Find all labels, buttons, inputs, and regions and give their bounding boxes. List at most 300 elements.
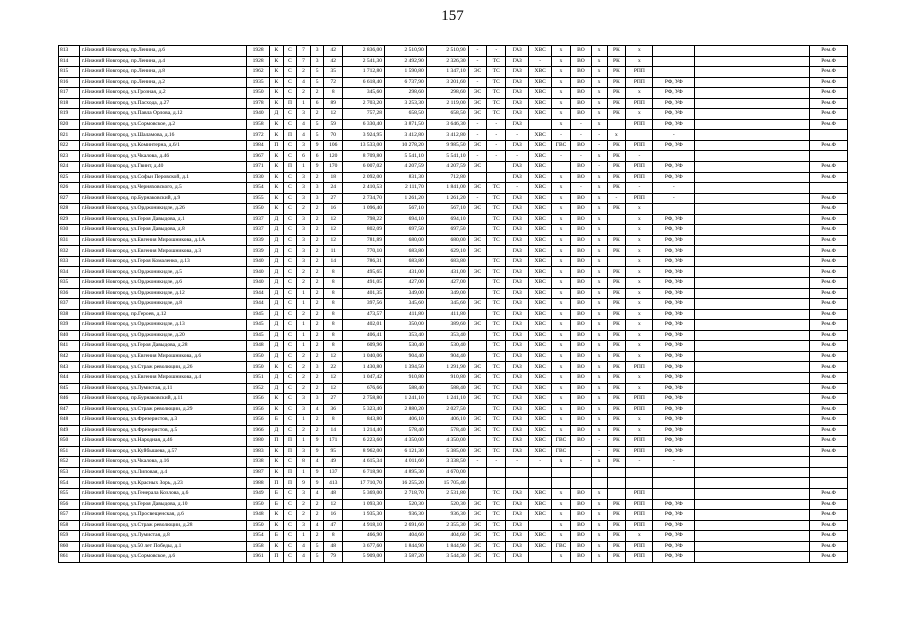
table-cell: х xyxy=(591,109,607,120)
table-cell: 936,30 xyxy=(426,510,468,521)
table-cell: 3 xyxy=(297,488,311,499)
table-cell: Рем.Ф xyxy=(810,552,848,563)
table-cell: х xyxy=(591,172,607,183)
row-number-cell: 816 xyxy=(59,77,80,88)
table-cell: ГАЗ xyxy=(506,246,529,257)
table-cell: РФ, УФ xyxy=(653,341,695,352)
table-cell: Б xyxy=(270,415,284,426)
table-cell: С xyxy=(283,309,297,320)
table-cell: 397,56 xyxy=(343,299,385,310)
table-row xyxy=(59,467,848,478)
address-cell: г.Нижний Новгород, ул.Гвинт, д.40 xyxy=(79,162,246,173)
row-number-cell: 814 xyxy=(59,56,80,67)
table-cell xyxy=(695,541,810,552)
table-cell: 3 xyxy=(297,172,311,183)
table-cell: - xyxy=(653,457,695,468)
table-cell xyxy=(695,130,810,141)
table-cell: ЭС xyxy=(468,109,487,120)
table-cell: ХВС xyxy=(529,77,552,88)
table-cell: 2 703,20 xyxy=(343,98,385,109)
table-cell: 42 xyxy=(324,46,343,57)
table-row xyxy=(59,425,848,436)
table-cell: РК xyxy=(607,172,626,183)
table-cell: 298,60 xyxy=(426,88,468,99)
table-cell: С xyxy=(283,520,297,531)
table-cell: 1940 xyxy=(247,278,270,289)
table-cell: ХВС xyxy=(529,140,552,151)
table-cell: 9 xyxy=(310,478,324,489)
table-cell: - xyxy=(653,183,695,194)
table-cell: 1 261,20 xyxy=(384,193,426,204)
table-cell xyxy=(468,341,487,352)
table-cell: ЭС xyxy=(468,204,487,215)
table-cell xyxy=(626,130,653,141)
table-cell: С xyxy=(283,415,297,426)
table-cell: - xyxy=(468,119,487,130)
table-cell xyxy=(695,425,810,436)
table-cell: х xyxy=(552,499,571,510)
table-cell: РПП xyxy=(626,404,653,415)
table-cell: РК xyxy=(607,151,626,162)
table-cell: 1984 xyxy=(247,140,270,151)
table-cell: 3 xyxy=(297,140,311,151)
table-cell: ЭС xyxy=(468,541,487,552)
table-cell: 2 xyxy=(310,288,324,299)
row-number-cell: 852 xyxy=(59,457,80,468)
table-cell: ТС xyxy=(487,499,506,510)
table-cell: РФ, УФ xyxy=(653,225,695,236)
table-cell xyxy=(529,119,552,130)
table-cell: РПП xyxy=(626,119,653,130)
table-cell: ВО xyxy=(570,531,591,542)
table-cell: РПП xyxy=(626,510,653,521)
table-cell: 4 207,59 xyxy=(426,162,468,173)
table-cell: х xyxy=(591,330,607,341)
table-cell: 345,60 xyxy=(384,299,426,310)
table-cell: Рем.Ф xyxy=(810,531,848,542)
table-cell: - xyxy=(468,193,487,204)
table-cell: ХВС xyxy=(529,130,552,141)
table-cell: 1945 xyxy=(247,320,270,331)
table-cell: 413 xyxy=(324,478,343,489)
table-cell: х xyxy=(626,415,653,426)
table-cell: 2 xyxy=(297,204,311,215)
table-cell xyxy=(591,467,607,478)
table-cell: - xyxy=(626,151,653,162)
table-cell: ХВС xyxy=(529,488,552,499)
table-cell xyxy=(695,488,810,499)
row-number-cell: 838 xyxy=(59,309,80,320)
table-cell xyxy=(468,351,487,362)
table-cell: 5 909,00 xyxy=(343,552,385,563)
table-cell: ТС xyxy=(487,256,506,267)
row-number-cell: 844 xyxy=(59,372,80,383)
table-cell xyxy=(607,488,626,499)
table-cell: ГАЗ xyxy=(506,541,529,552)
table-row xyxy=(59,510,848,521)
table-cell: 2 718,70 xyxy=(384,488,426,499)
table-cell: ГАЗ xyxy=(506,162,529,173)
table-cell: ЭС xyxy=(468,67,487,78)
row-number-cell: 832 xyxy=(59,246,80,257)
table-row xyxy=(59,246,848,257)
table-cell: 6 330,40 xyxy=(343,119,385,130)
table-cell: 1 347,10 xyxy=(426,67,468,78)
table-cell: С xyxy=(283,425,297,436)
table-cell: ГАЗ xyxy=(506,351,529,362)
table-cell: Рем.Ф xyxy=(810,109,848,120)
table-cell: ХВС xyxy=(529,151,552,162)
table-cell: ХВС xyxy=(529,531,552,542)
row-number-cell: 834 xyxy=(59,267,80,278)
table-cell: 609,96 xyxy=(343,341,385,352)
table-cell: ВО xyxy=(570,404,591,415)
table-cell: ТС xyxy=(487,372,506,383)
table-cell: 2 510,90 xyxy=(426,46,468,57)
table-cell: ГАЗ xyxy=(506,288,529,299)
table-cell: 4 615,34 xyxy=(343,457,385,468)
table-cell xyxy=(468,467,487,478)
table-cell: х xyxy=(552,531,571,542)
table-cell: ТС xyxy=(487,394,506,405)
table-cell: ХВС xyxy=(529,193,552,204)
row-number-cell: 836 xyxy=(59,288,80,299)
table-cell: 10 278,20 xyxy=(384,140,426,151)
table-cell: 4 xyxy=(297,130,311,141)
table-cell: 49 xyxy=(324,457,343,468)
address-cell: г.Нижний Новгород, ул.Орджоникидзе, д.13 xyxy=(79,320,246,331)
table-cell: Рем.Ф xyxy=(810,436,848,447)
table-cell: 2 xyxy=(297,499,311,510)
table-cell: Д xyxy=(270,246,284,257)
table-cell: 1951 xyxy=(247,372,270,383)
table-cell: РК xyxy=(607,351,626,362)
table-cell: РК xyxy=(607,278,626,289)
table-cell: 1 241,10 xyxy=(384,394,426,405)
table-cell: х xyxy=(552,552,571,563)
table-cell: х xyxy=(591,309,607,320)
table-cell: 936,30 xyxy=(384,510,426,521)
address-cell: г.Нижний Новгород, пр.Героев, д.12 xyxy=(79,309,246,320)
table-cell: 520,30 xyxy=(384,499,426,510)
table-cell: ХВС xyxy=(529,98,552,109)
row-number-cell: 826 xyxy=(59,183,80,194)
table-cell xyxy=(810,151,848,162)
table-cell: Д xyxy=(270,351,284,362)
table-cell: С xyxy=(283,246,297,257)
table-cell: - xyxy=(506,457,529,468)
table-cell: 2 xyxy=(297,372,311,383)
table-cell: ЭС xyxy=(468,394,487,405)
table-cell: 1 841,00 xyxy=(426,183,468,194)
table-cell xyxy=(552,162,571,173)
table-row xyxy=(59,278,848,289)
table-cell: 588,40 xyxy=(384,383,426,394)
table-cell: х xyxy=(552,98,571,109)
table-cell: 1 xyxy=(297,415,311,426)
table-cell: 404,60 xyxy=(384,531,426,542)
table-cell: 910,80 xyxy=(384,372,426,383)
table-cell: 15 705,40 xyxy=(426,478,468,489)
table-cell: 9 xyxy=(310,446,324,457)
table-cell xyxy=(695,246,810,257)
table-cell xyxy=(468,330,487,341)
table-cell: 2 xyxy=(297,510,311,521)
table-cell: 47 xyxy=(324,520,343,531)
table-cell: 18 xyxy=(324,172,343,183)
table-cell: 1 291,90 xyxy=(426,362,468,373)
table-cell: 2 119,00 xyxy=(426,98,468,109)
table-row xyxy=(59,119,848,130)
table-cell: ГАЗ xyxy=(506,436,529,447)
table-cell xyxy=(468,478,487,489)
table-cell: х xyxy=(591,98,607,109)
table-cell: 3 xyxy=(297,256,311,267)
table-cell xyxy=(653,56,695,67)
table-cell: - xyxy=(468,46,487,57)
table-cell: 345,60 xyxy=(426,299,468,310)
table-cell: 1 712,80 xyxy=(343,67,385,78)
table-cell: Д xyxy=(270,341,284,352)
table-cell: ТС xyxy=(487,531,506,542)
address-cell: г.Нижний Новгород, пр.Бурнаковский, д.9 xyxy=(79,193,246,204)
table-cell: РК xyxy=(607,330,626,341)
table-cell: ХВС xyxy=(529,330,552,341)
table-cell: ГАЗ xyxy=(506,109,529,120)
table-cell: 2 xyxy=(310,341,324,352)
table-cell: Рем.Ф xyxy=(810,299,848,310)
table-cell: С xyxy=(283,362,297,373)
table-cell: Рем.Ф xyxy=(810,267,848,278)
table-cell: С xyxy=(283,140,297,151)
table-cell: 411,80 xyxy=(426,309,468,320)
table-cell: 9 xyxy=(297,478,311,489)
table-cell: х xyxy=(552,351,571,362)
table-cell: Д xyxy=(270,267,284,278)
address-cell: г.Нижний Новгород, пр.Бурнаковский, д.11 xyxy=(79,394,246,405)
table-cell: ХВС xyxy=(529,436,552,447)
table-cell: ТС xyxy=(487,214,506,225)
table-cell: 1 xyxy=(297,98,311,109)
table-cell: ХВС xyxy=(529,372,552,383)
table-cell: х xyxy=(591,541,607,552)
table-cell: 567,10 xyxy=(426,204,468,215)
table-cell: С xyxy=(283,288,297,299)
table-cell: 904,40 xyxy=(426,351,468,362)
table-cell: Рем.Ф xyxy=(810,46,848,57)
table-cell: 1 394,50 xyxy=(384,362,426,373)
table-cell: ХВС xyxy=(529,225,552,236)
table-cell: х xyxy=(607,130,626,141)
table-cell: Рем.Ф xyxy=(810,67,848,78)
table-cell: - xyxy=(487,457,506,468)
table-cell: х xyxy=(552,56,571,67)
address-cell: г.Нижний Новгород, ул.Лумистая, д.8 xyxy=(79,531,246,542)
table-cell: С xyxy=(283,267,297,278)
table-cell: х xyxy=(591,204,607,215)
table-cell: 910,80 xyxy=(426,372,468,383)
table-cell: ГАЗ xyxy=(506,531,529,542)
table-cell: 3 xyxy=(297,183,311,194)
table-cell: ВО xyxy=(570,320,591,331)
table-cell: 2 xyxy=(310,299,324,310)
table-cell: С xyxy=(283,88,297,99)
table-cell: 6 737,90 xyxy=(384,77,426,88)
table-cell: Д xyxy=(270,425,284,436)
table-cell: С xyxy=(283,552,297,563)
address-cell: г.Нижний Новгород, ул.Евгения Мирошникова, д.1А xyxy=(79,235,246,246)
table-cell: 1 093,30 xyxy=(343,499,385,510)
table-cell: 1945 xyxy=(247,309,270,320)
table-cell: 1966 xyxy=(247,425,270,436)
table-cell: С xyxy=(283,77,297,88)
table-cell: - xyxy=(506,151,529,162)
table-cell: РК xyxy=(607,109,626,120)
row-number-cell: 837 xyxy=(59,299,80,310)
table-cell: РК xyxy=(607,140,626,151)
table-cell: х xyxy=(591,299,607,310)
table-cell: ЭС xyxy=(468,299,487,310)
table-cell: 12 xyxy=(324,235,343,246)
table-cell xyxy=(695,67,810,78)
table-cell: 1 844,90 xyxy=(426,541,468,552)
table-cell: Рем.Ф xyxy=(810,330,848,341)
table-cell: РПП xyxy=(626,140,653,151)
table-cell: 137 xyxy=(324,467,343,478)
table-cell: РК xyxy=(607,436,626,447)
table-cell xyxy=(653,478,695,489)
table-cell: 4 xyxy=(297,77,311,88)
table-cell: С xyxy=(283,183,297,194)
table-cell: х xyxy=(591,488,607,499)
table-row xyxy=(59,351,848,362)
table-cell: ТС xyxy=(487,193,506,204)
table-cell: - xyxy=(487,119,506,130)
table-cell: ХВС xyxy=(529,404,552,415)
table-cell: 798,22 xyxy=(343,214,385,225)
address-cell: г.Нижний Новгород, ул.Народная, д.46 xyxy=(79,436,246,447)
table-cell: ВО xyxy=(570,299,591,310)
table-cell: Рем.Ф xyxy=(810,214,848,225)
table-cell: ВО xyxy=(570,425,591,436)
table-cell: 658,50 xyxy=(384,109,426,120)
table-cell xyxy=(695,88,810,99)
table-cell: х xyxy=(552,288,571,299)
table-cell: х xyxy=(626,288,653,299)
table-cell: ГАЗ xyxy=(506,446,529,457)
table-cell xyxy=(570,446,591,457)
table-cell: 12 xyxy=(324,372,343,383)
table-cell: - xyxy=(487,130,506,141)
table-cell xyxy=(468,225,487,236)
table-cell: х xyxy=(552,109,571,120)
table-cell: 3 xyxy=(310,56,324,67)
table-cell: 8 962,00 xyxy=(343,446,385,457)
table-cell: 16 xyxy=(324,510,343,521)
table-cell: 1 xyxy=(297,531,311,542)
table-cell: Д xyxy=(270,288,284,299)
row-number-cell: 840 xyxy=(59,330,80,341)
table-cell: 2 xyxy=(297,67,311,78)
table-cell: С xyxy=(283,383,297,394)
table-cell: 2 xyxy=(310,235,324,246)
table-cell xyxy=(695,415,810,426)
table-cell: К xyxy=(270,457,284,468)
table-cell: С xyxy=(283,46,297,57)
table-cell: ГАЗ xyxy=(506,383,529,394)
table-cell: - xyxy=(468,56,487,67)
table-cell: К xyxy=(270,77,284,88)
table-cell: Б xyxy=(270,499,284,510)
table-cell: 697,50 xyxy=(384,225,426,236)
table-row xyxy=(59,172,848,183)
table-row xyxy=(59,330,848,341)
table-cell xyxy=(695,172,810,183)
table-cell: х xyxy=(552,383,571,394)
table-cell: РФ, УФ xyxy=(653,351,695,362)
table-cell: 5 541,10 xyxy=(384,151,426,162)
address-cell: г.Нижний Новгород, ул.Пасхода, д.27 xyxy=(79,98,246,109)
table-cell: 683,80 xyxy=(384,246,426,257)
table-cell: С xyxy=(283,320,297,331)
table-cell: С xyxy=(283,499,297,510)
row-number-cell: 839 xyxy=(59,320,80,331)
table-cell xyxy=(468,488,487,499)
table-cell: ВО xyxy=(570,436,591,447)
table-cell: 1962 xyxy=(247,67,270,78)
table-cell: 4 xyxy=(310,404,324,415)
table-cell xyxy=(695,499,810,510)
table-cell: РК xyxy=(607,383,626,394)
table-cell: РК xyxy=(607,404,626,415)
table-cell: - xyxy=(591,162,607,173)
table-cell: ВО xyxy=(570,46,591,57)
table-cell xyxy=(695,140,810,151)
table-cell xyxy=(653,204,695,215)
table-cell xyxy=(695,299,810,310)
table-cell: 3 253,30 xyxy=(384,98,426,109)
table-cell: 8 709,80 xyxy=(343,151,385,162)
table-row xyxy=(59,499,848,510)
table-cell: 2 xyxy=(310,351,324,362)
table-cell: ГАЗ xyxy=(506,309,529,320)
table-cell: ГАЗ xyxy=(506,235,529,246)
table-cell: ТС xyxy=(487,267,506,278)
table-cell: 42 xyxy=(324,56,343,67)
table-cell: С xyxy=(283,372,297,383)
table-cell: х xyxy=(626,235,653,246)
table-cell: 466,90 xyxy=(343,531,385,542)
table-cell: ГАЗ xyxy=(506,204,529,215)
table-cell: 5 xyxy=(310,67,324,78)
table-cell: РПП xyxy=(626,362,653,373)
table-cell: РФ, УФ xyxy=(653,88,695,99)
table-cell: 1937 xyxy=(247,225,270,236)
table-cell: 1930 xyxy=(247,172,270,183)
table-cell: ЭС xyxy=(468,415,487,426)
address-cell: г.Нижний Новгород, пр.Ленина, д.8 xyxy=(79,67,246,78)
table-cell: ВО xyxy=(570,499,591,510)
table-cell: 6 xyxy=(310,98,324,109)
table-cell xyxy=(487,162,506,173)
table-cell xyxy=(695,267,810,278)
table-cell: 1950 xyxy=(247,499,270,510)
table-cell xyxy=(695,552,810,563)
table-cell: 697,50 xyxy=(426,225,468,236)
table-row xyxy=(59,531,848,542)
table-cell: РК xyxy=(607,531,626,542)
table-cell: 349,00 xyxy=(426,288,468,299)
